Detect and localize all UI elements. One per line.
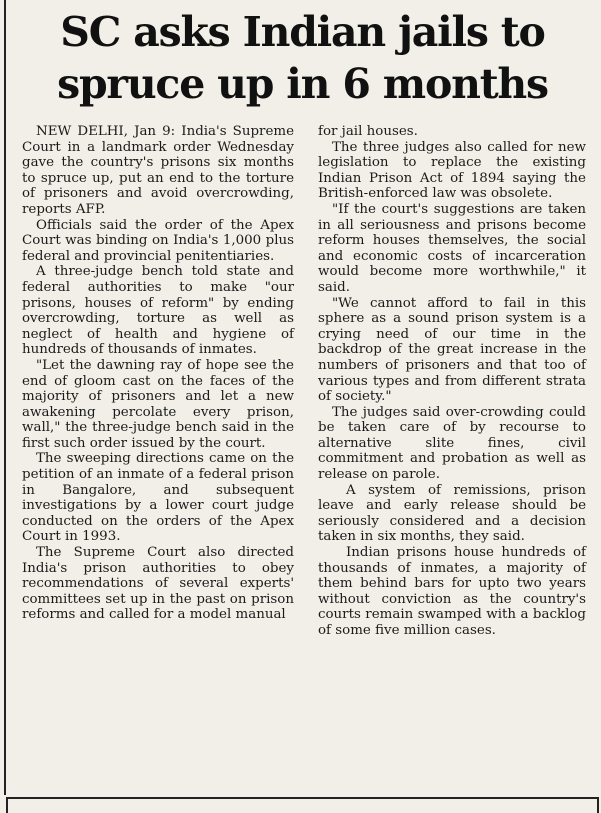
paragraph: Indian prisons house hundreds of thousands of inmates, a majority of them behind bars for upto two years without conviction as the country's courts remain swamped with a backlog of some five million cases.: [318, 545, 586, 638]
paragraph: A three-judge bench told state and federal authorities to make "our prisons, houses of reform" by ending overcrowding, torture as well as neglect of health and hygiene of hundreds of thousands of inmates.: [22, 264, 294, 358]
paragraph: A system of remissions, prison leave and early release should be seriously considered and a decision taken in six months, they said.: [318, 482, 586, 545]
left-column: [22, 124, 294, 623]
paragraph: Officials said the order of the Apex Court was binding on India's 1,000 plus federal and provincial penitentiaries.: [22, 217, 294, 264]
paragraph: "Let the dawning ray of hope see the end of gloom cast on the faces of the majority of prisoners and let a new awakening percolate every prison, wall," the three-judge bench said in the first such order issued by the court.: [22, 357, 294, 451]
right-column: [318, 124, 586, 639]
headline-line-2: spruce up in 6 months: [57, 60, 548, 108]
paragraph: The judges said over-crowding could be taken care of by recourse to alternative slite fines, civil commitment and probation as well as release on parole.: [318, 404, 586, 483]
paragraph-continued: for jail houses.: [318, 124, 418, 139]
paragraph: NEW DELHI, Jan 9: India's Supreme Court in a landmark order Wednesday gave the country's prisons six months to spruce up, put an end to the torture of prisoners and avoid overcrowding, reports AFP.: [22, 124, 294, 217]
paragraph: "We cannot afford to fail in this sphere as a sound prison system is a crying need of our time in the backdrop of the great increase in the numbers of prisoners and that too of various types and from different strata of society.": [318, 295, 586, 405]
paragraph: The three judges also called for new legislation to replace the existing Indian Prison Act of 1894 saying the British-enforced law was obsolete.: [318, 139, 586, 202]
left-column-rule: [4, 0, 6, 795]
headline: [10, 6, 595, 110]
paragraph: The sweeping directions came on the petition of an inmate of a federal prison in Bangalore, and subsequent investigations by a lower court judge conducted on the orders of the Apex Court in 1993.: [22, 451, 294, 545]
paragraph: The Supreme Court also directed India's prison authorities to obey recommendations of several experts' committees set up in the past on prison reforms and called for a model manual: [22, 545, 294, 623]
next-article-border: [6, 797, 599, 813]
paragraph: "If the court's suggestions are taken in all seriousness and prisons become reform houses themselves, the social and economic costs of incarceration would become more worthwhile," it said.: [318, 201, 586, 295]
headline-line-1: SC asks Indian jails to: [60, 8, 545, 56]
